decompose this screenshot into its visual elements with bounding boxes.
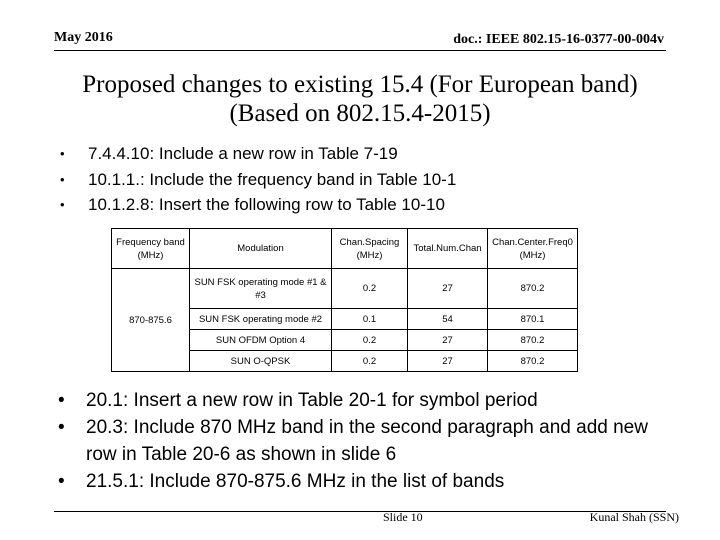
footer-author: Kunal Shah (SSN) bbox=[589, 510, 679, 524]
list-item bbox=[60, 141, 456, 167]
bullet-icon: • bbox=[60, 197, 65, 212]
bullet-icon: • bbox=[60, 146, 65, 161]
spacing-cell: 0.2 bbox=[332, 269, 408, 309]
table-row bbox=[112, 269, 578, 309]
spacing-cell: 0.2 bbox=[332, 351, 408, 372]
modulation-cell: SUN FSK operating mode #2 bbox=[190, 309, 332, 330]
slide-title bbox=[54, 70, 666, 128]
band-cell: 870-875.6 bbox=[112, 269, 190, 372]
center-freq-cell: 870.2 bbox=[488, 351, 578, 372]
bullet-text: 7.4.4.10: Include a new row in Table 7-19 bbox=[88, 144, 398, 163]
list-item bbox=[60, 167, 456, 193]
bullet-text: 20.3: Include 870 MHz band in the second paragraph and add new row in Table 20-6 as shown in slide 6 bbox=[86, 417, 648, 465]
column-header: Modulation bbox=[190, 229, 332, 269]
header-divider bbox=[54, 50, 666, 51]
bullet-text: 10.1.1.: Include the frequency band in Table 10-1 bbox=[88, 169, 457, 189]
num-chan-cell: 27 bbox=[408, 269, 488, 309]
list-item bbox=[58, 414, 668, 468]
column-header: Frequency band (MHz) bbox=[112, 229, 190, 269]
bullet-icon: • bbox=[60, 171, 65, 187]
slide-number: Slide 10 bbox=[383, 510, 423, 524]
modulation-cell: SUN FSK operating mode #1 & #3 bbox=[190, 269, 332, 309]
header-doc-id: doc.: IEEE 802.15-16-0377-00-004v bbox=[453, 32, 664, 47]
bullet-icon: • bbox=[58, 390, 65, 411]
column-header: Total.Num.Chan bbox=[408, 229, 488, 269]
bullet-text: 10.1.2.8: Insert the following row to Table 10-10 bbox=[88, 195, 445, 214]
num-chan-cell: 54 bbox=[408, 309, 488, 330]
center-freq-cell: 870.2 bbox=[488, 269, 578, 309]
num-chan-cell: 27 bbox=[408, 330, 488, 351]
modulation-cell: SUN OFDM Option 4 bbox=[190, 330, 332, 351]
top-bullet-list bbox=[60, 141, 456, 218]
list-item bbox=[58, 387, 668, 414]
bullet-text: 21.5.1: Include 870-875.6 MHz in the list of bands bbox=[86, 471, 505, 492]
header-date: May 2016 bbox=[54, 30, 113, 45]
frequency-band-table bbox=[111, 228, 578, 372]
spacing-cell: 0.2 bbox=[332, 330, 408, 351]
spacing-cell: 0.1 bbox=[332, 309, 408, 330]
bullet-text: 20.1: Insert a new row in Table 20-1 for symbol period bbox=[86, 390, 538, 411]
list-item bbox=[58, 468, 668, 495]
slide-title-line-1: Proposed changes to existing 15.4 (For European band) bbox=[82, 71, 638, 98]
table-header-row bbox=[112, 229, 578, 269]
column-header: Chan.Center.Freq0 (MHz) bbox=[488, 229, 578, 269]
center-freq-cell: 870.1 bbox=[488, 309, 578, 330]
modulation-cell: SUN O-QPSK bbox=[190, 351, 332, 372]
list-item bbox=[60, 192, 456, 218]
num-chan-cell: 27 bbox=[408, 351, 488, 372]
center-freq-cell: 870.2 bbox=[488, 330, 578, 351]
bullet-icon: • bbox=[58, 417, 65, 438]
slide-title-line-2: (Based on 802.15.4-2015) bbox=[229, 100, 491, 127]
column-header: Chan.Spacing (MHz) bbox=[332, 229, 408, 269]
bullet-icon: • bbox=[58, 471, 65, 492]
bottom-bullet-list bbox=[58, 387, 668, 495]
footer-divider bbox=[54, 511, 666, 512]
